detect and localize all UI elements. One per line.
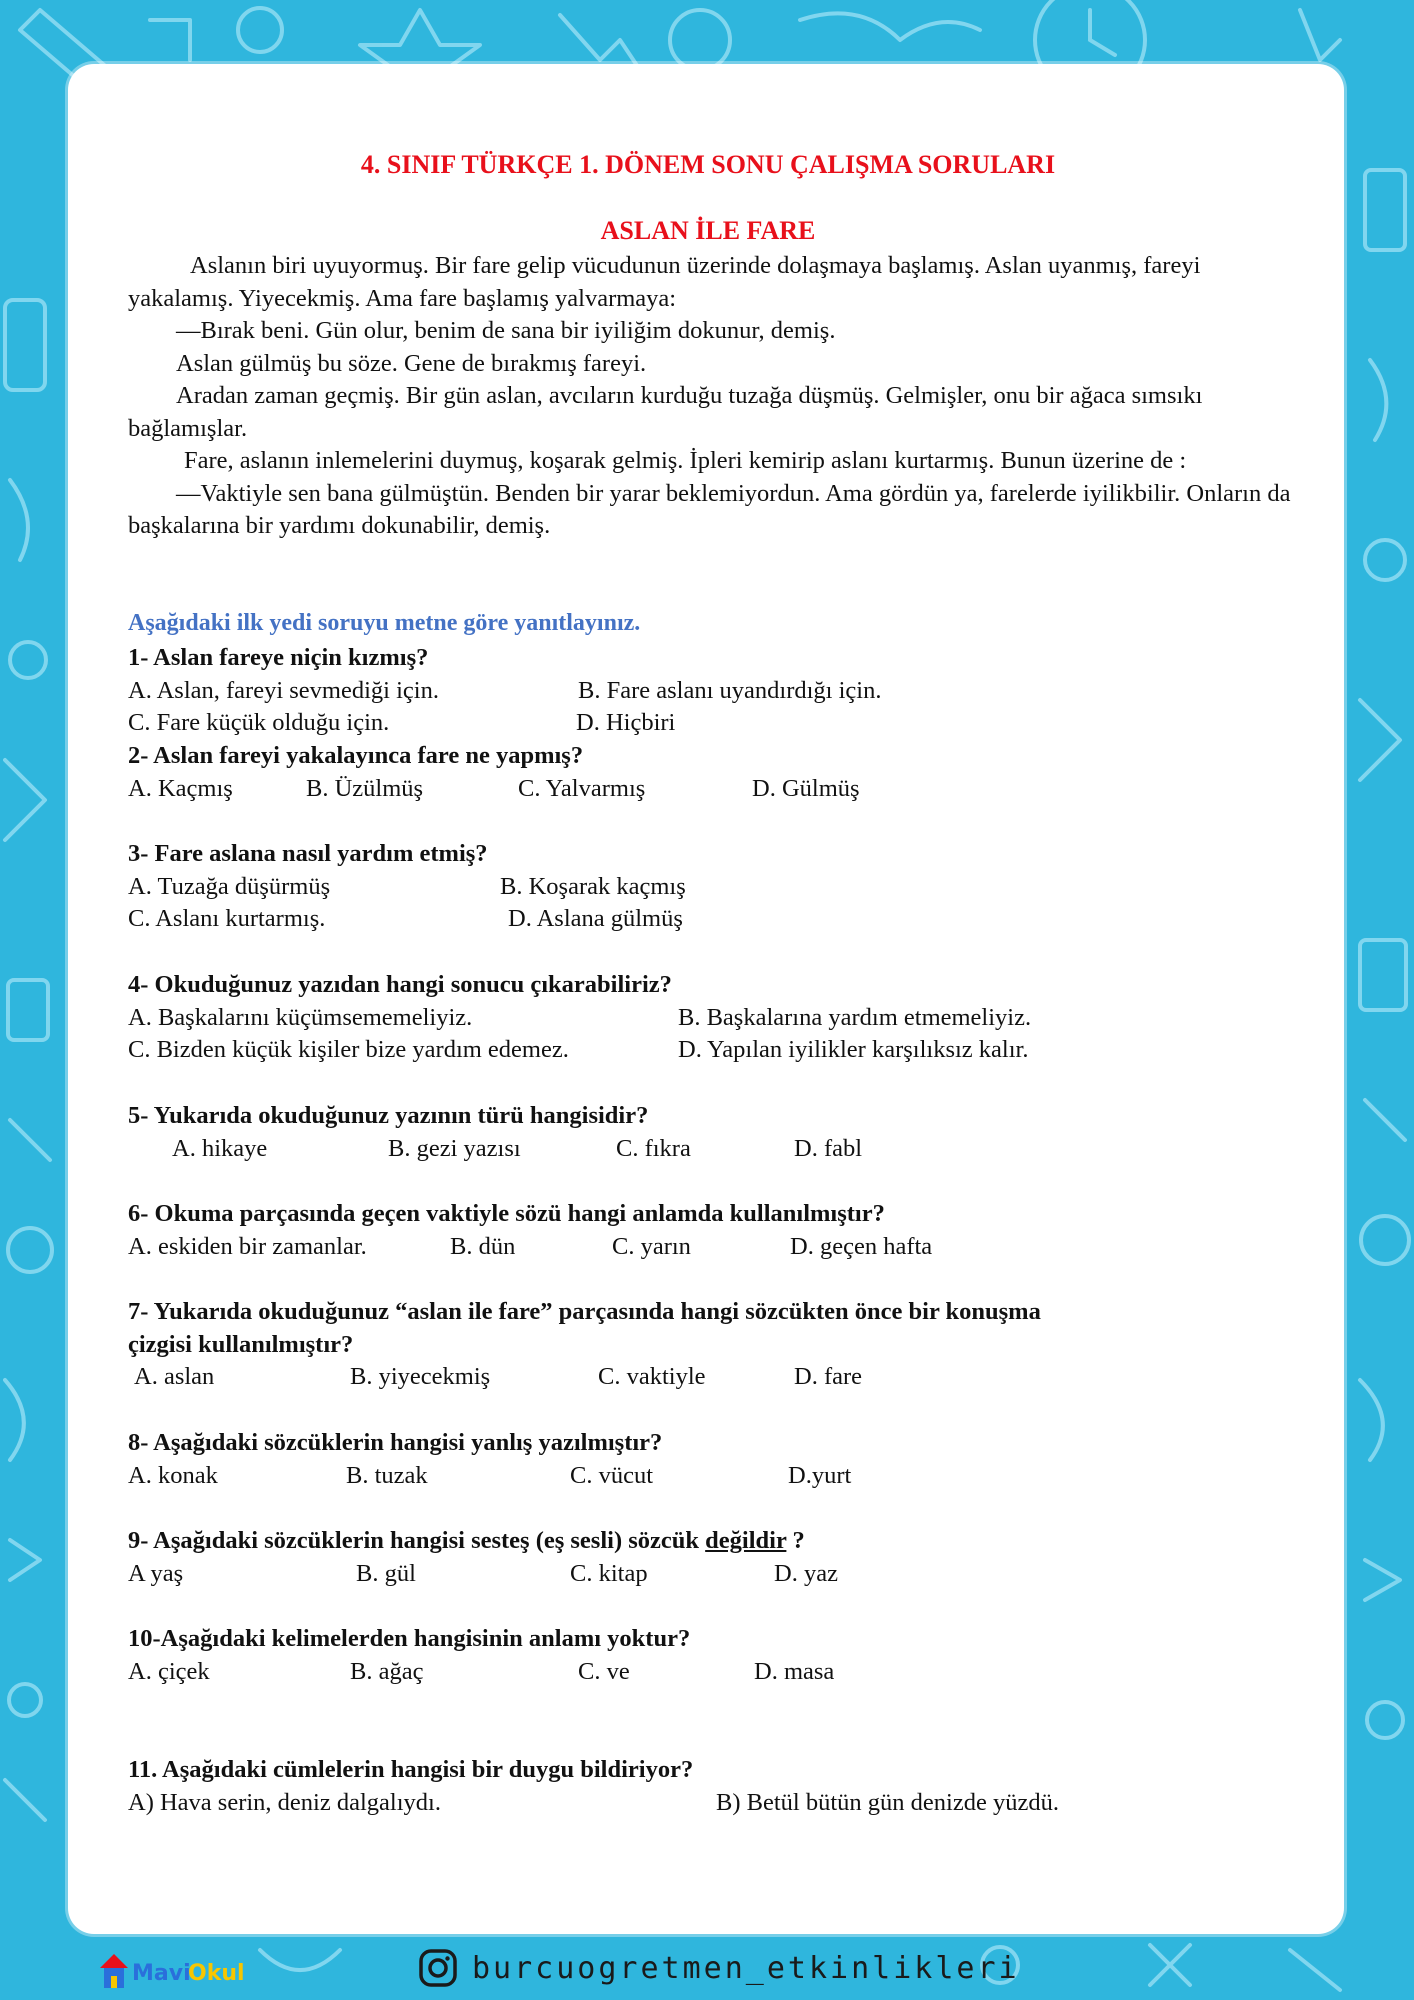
option-a: A. Tuzağa düşürmüş bbox=[128, 872, 331, 900]
option-b: B. ağaç bbox=[350, 1657, 424, 1685]
option-c: C. Fare küçük olduğu için. bbox=[128, 709, 390, 736]
question-text: 2- Aslan fareyi yakalayınca fare ne yapmış? bbox=[128, 742, 584, 769]
question-text: 3- Fare aslana nasıl yardım etmiş? bbox=[128, 840, 488, 867]
social-handle[interactable] bbox=[418, 1948, 1020, 1988]
question-5 bbox=[128, 1100, 1298, 1165]
option-b: B. yiyecekmiş bbox=[350, 1363, 491, 1390]
option-a: A. Kaçmış bbox=[128, 774, 233, 802]
option-c: C. yarın bbox=[612, 1232, 691, 1260]
question-7 bbox=[128, 1296, 1298, 1394]
option-d: D. Aslana gülmüş bbox=[508, 905, 683, 932]
option-a: A. konak bbox=[128, 1461, 218, 1489]
question-text: 11. Aşağıdaki cümlelerin hangisi bir duygu bildiriyor? bbox=[128, 1756, 694, 1783]
question-text: 5- Yukarıda okuduğunuz yazının türü hangisidir? bbox=[128, 1102, 649, 1129]
option-b: B. tuzak bbox=[346, 1461, 428, 1489]
question-6 bbox=[128, 1198, 1298, 1263]
worksheet-card bbox=[68, 64, 1344, 1934]
option-b: B) Betül bütün gün denizde yüzdü. bbox=[716, 1788, 1059, 1816]
story-paragraph: Aslan gülmüş bu söze. Gene de bırakmış fareyi. bbox=[176, 349, 647, 377]
question-text: 1- Aslan fareye niçin kızmış? bbox=[128, 644, 429, 671]
instagram-icon bbox=[418, 1948, 458, 1988]
option-c: C. kitap bbox=[570, 1559, 648, 1587]
logo-text-mavi: Mavi bbox=[132, 1961, 191, 1986]
option-a: A yaş bbox=[128, 1559, 184, 1587]
option-b: B. Başkalarına yardım etmemeliyiz. bbox=[678, 1003, 1032, 1031]
question-emphasis: değildir bbox=[705, 1527, 787, 1554]
option-c: C. Bizden küçük kişiler bize yardım edemez. bbox=[128, 1036, 569, 1063]
option-c: C. vaktiyle bbox=[598, 1363, 706, 1390]
question-2 bbox=[128, 740, 1298, 805]
story-title: ASLAN İLE FARE bbox=[600, 216, 816, 245]
option-d: D.yurt bbox=[788, 1461, 852, 1489]
question-11 bbox=[128, 1754, 1298, 1819]
story-paragraph: —Bırak beni. Gün olur, benim de sana bir iyiliğim dokunur, demiş. bbox=[176, 317, 836, 344]
question-text: 8- Aşağıdaki sözcüklerin hangisi yanlış yazılmıştır? bbox=[128, 1429, 663, 1456]
option-d: D. geçen hafta bbox=[790, 1232, 933, 1260]
option-b: B. Koşarak kaçmış bbox=[500, 872, 686, 900]
option-a: A. eskiden bir zamanlar. bbox=[128, 1232, 367, 1260]
logo-text-okul: Okul bbox=[188, 1961, 245, 1986]
option-d: D. yaz bbox=[774, 1559, 838, 1587]
option-a: A. hikaye bbox=[172, 1134, 268, 1162]
page-title: 4. SINIF TÜRKÇE 1. DÖNEM SONU ÇALIŞMA SORULARI bbox=[360, 150, 1056, 179]
question-text-line2: çizgisi kullanılmıştır? bbox=[128, 1330, 354, 1358]
question-text: 6- Okuma parçasında geçen vaktiyle sözü hangi anlamda kullanılmıştır? bbox=[128, 1200, 885, 1227]
option-c: C. vücut bbox=[570, 1461, 654, 1489]
story-text bbox=[128, 250, 1298, 543]
question-1 bbox=[128, 642, 1298, 740]
option-d: D. Gülmüş bbox=[752, 774, 860, 802]
option-a: A. çiçek bbox=[128, 1657, 210, 1685]
question-10 bbox=[128, 1623, 1298, 1688]
option-a: A. Aslan, fareyi sevmediği için. bbox=[128, 676, 439, 704]
question-3 bbox=[128, 838, 1298, 936]
option-b: B. Üzülmüş bbox=[306, 774, 424, 802]
option-a: A) Hava serin, deniz dalgalıydı. bbox=[128, 1788, 441, 1816]
instruction-text: Aşağıdaki ilk yedi soruyu metne göre yanıtlayınız. bbox=[128, 610, 641, 636]
option-d: D. fare bbox=[794, 1363, 863, 1390]
question-text: 9- Aşağıdaki sözcüklerin hangisi sesteş (eş sesli) sözcük bbox=[128, 1527, 700, 1554]
option-c: C. fıkra bbox=[616, 1134, 691, 1162]
option-c: C. ve bbox=[578, 1657, 630, 1685]
question-9 bbox=[128, 1525, 1298, 1590]
option-d: D. Hiçbiri bbox=[576, 709, 676, 736]
question-text: 10-Aşağıdaki kelimelerden hangisinin anlamı yoktur? bbox=[128, 1625, 691, 1652]
handle-text: burcuogretmen_etkinlikleri bbox=[472, 1950, 1020, 1986]
option-b: B. gül bbox=[356, 1559, 416, 1587]
option-b: B. gezi yazısı bbox=[388, 1134, 521, 1162]
question-8 bbox=[128, 1427, 1298, 1492]
option-c: C. Aslanı kurtarmış. bbox=[128, 905, 326, 932]
option-b: B. Fare aslanı uyandırdığı için. bbox=[578, 676, 882, 704]
option-d: D. fabl bbox=[794, 1134, 863, 1162]
story-paragraph: Fare, aslanın inlemelerini duymuş, koşarak gelmiş. İpleri kemirip aslanı kurtarmış. Bunun üzerine de : bbox=[184, 447, 1187, 474]
story-paragraph: Aradan zaman geçmiş. Bir gün aslan, avcıların kurduğu tuzağa düşmüş. Gelmişler, onu bir ağaca sımsıkı bağlamışlar. bbox=[128, 382, 1203, 442]
option-d: D. masa bbox=[754, 1657, 835, 1685]
story-paragraph: Aslanın biri uyuyormuş. Bir fare gelip vücudunun üzerinde dolaşmaya başlamış. Aslan uyanmış, fareyi yakalamış. Yiyecekmiş. Ama fare başlamış yalvarmaya: bbox=[128, 252, 1201, 312]
option-d: D. Yapılan iyilikler karşılıksız kalır. bbox=[678, 1036, 1029, 1063]
story-paragraph: —Vaktiyle sen bana gülmüştün. Benden bir yarar beklemiyordun. Ama gördün ya, farelerde iyilikbilir. Onların da başkalarına bir yardımı dokunabilir, demiş. bbox=[128, 479, 1291, 539]
option-a: A. aslan bbox=[134, 1363, 215, 1390]
option-b: B. dün bbox=[450, 1232, 516, 1260]
maviokul-logo bbox=[96, 1946, 246, 1997]
question-4 bbox=[128, 969, 1298, 1067]
option-c: C. Yalvarmış bbox=[518, 774, 646, 802]
question-text: 4- Okuduğunuz yazıdan hangi sonucu çıkarabiliriz? bbox=[128, 971, 672, 998]
house-icon bbox=[100, 1954, 128, 1988]
question-suffix: ? bbox=[786, 1527, 805, 1554]
option-a: A. Başkalarını küçümsememeliyiz. bbox=[128, 1003, 473, 1031]
question-text: 7- Yukarıda okuduğunuz “aslan ile fare” parçasında hangi sözcükten önce bir konuşma bbox=[128, 1298, 1041, 1325]
